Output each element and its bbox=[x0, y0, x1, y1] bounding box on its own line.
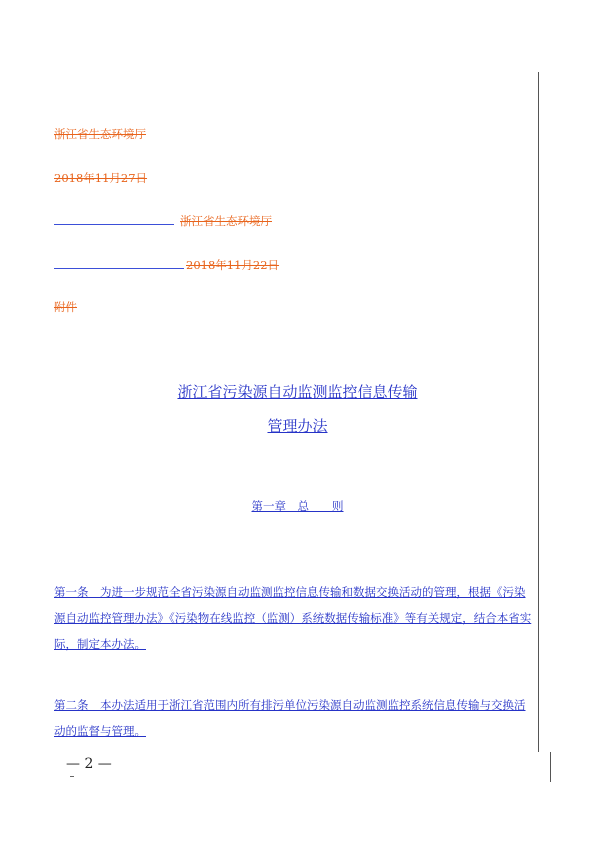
document-title-line2: 管理办法 bbox=[267, 417, 328, 435]
deleted-issuer-right: 浙江省生态环境厅 bbox=[180, 214, 272, 228]
footer-mark bbox=[70, 776, 74, 777]
deleted-date: 2018年11月27日 bbox=[54, 171, 148, 185]
chapter-heading: 第一章 总 则 bbox=[251, 499, 344, 513]
article-1: 第一条 为进一步规范全省污染源自动监测监控信息传输和数据交换活动的管理，根据《污染源自动监控管理办法》《污染物在线监控（监测）系统数据传输标准》等有关规定，结合本省实际，制定本办法。 bbox=[54, 585, 532, 651]
article-2: 第二条 本办法适用于浙江省范围内所有排污单位污染源自动监测监控系统信息传输与交换活动的监督与管理。 bbox=[54, 698, 526, 738]
page-number: — 2 — bbox=[66, 756, 112, 772]
deleted-issuer: 浙江省生态环境厅 bbox=[54, 127, 146, 141]
inserted-blank-line bbox=[54, 268, 184, 270]
document-title: 浙江省污染源自动监测监控信息传输 bbox=[177, 383, 418, 401]
inserted-blank-line bbox=[54, 224, 174, 226]
revision-bar-bottom bbox=[550, 752, 551, 782]
deleted-attachment-label: 附件 bbox=[54, 300, 77, 314]
revision-bar bbox=[538, 72, 539, 752]
deleted-date-right: 2018年11月22日 bbox=[186, 258, 280, 272]
